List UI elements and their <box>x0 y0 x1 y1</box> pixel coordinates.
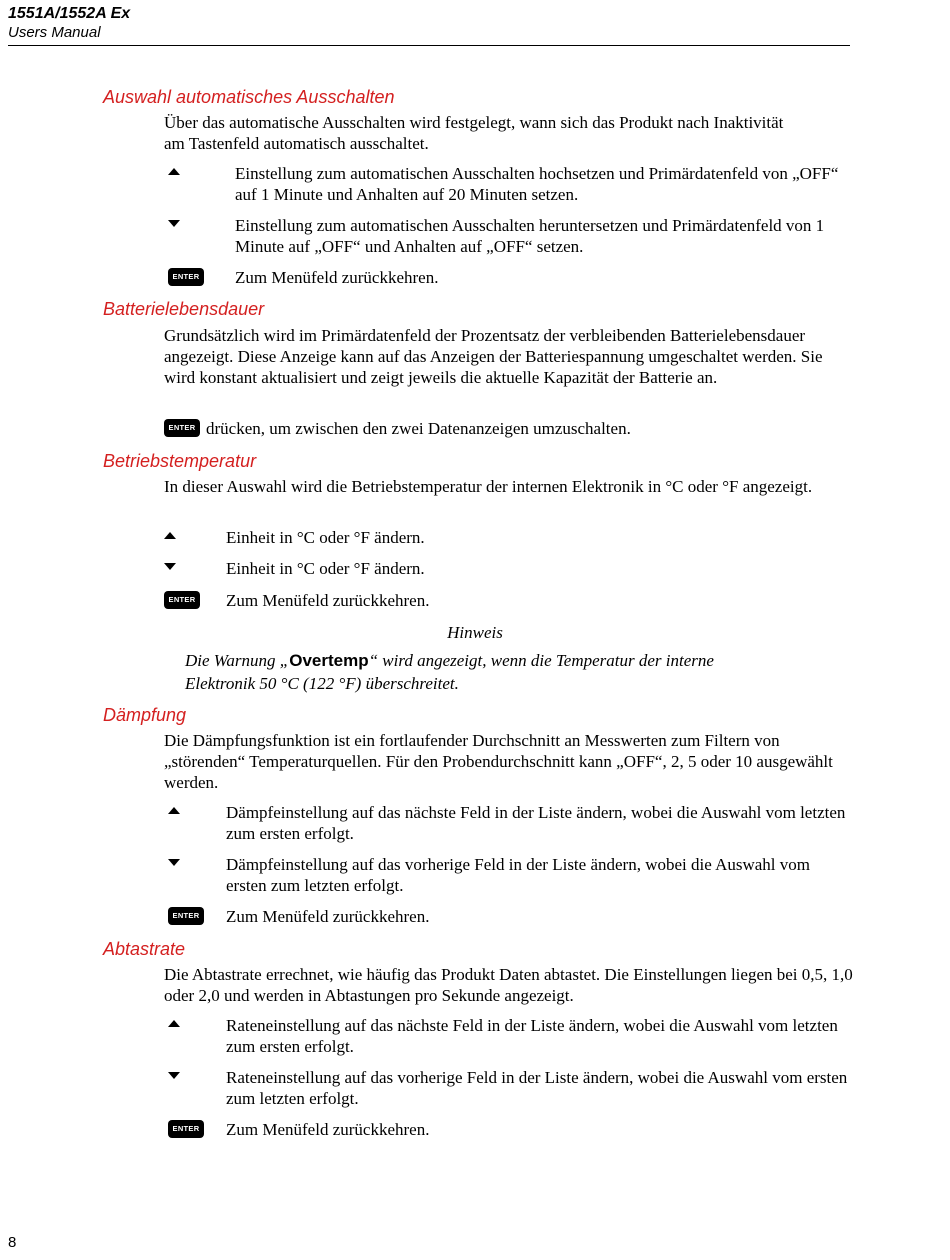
up-arrow-icon <box>168 1020 180 1027</box>
model-title: 1551A/1552A Ex <box>8 5 131 22</box>
note-title: Hinweis <box>447 623 503 642</box>
down-arrow-icon <box>168 1072 180 1079</box>
page-header <box>8 4 850 42</box>
up-arrow-icon <box>164 532 176 539</box>
manual-title: Users Manual <box>8 24 101 41</box>
sample-down-desc: Rateneinstellung auf das vorherige Feld in der Liste ändern, wobei die Auswahl vom ersten zum letzten erfolgt. <box>226 1068 848 1108</box>
battery-intro: Grundsätzlich wird im Primärdatenfeld der Prozentsatz der verbleibenden Batterielebensdauer angezeigt. Diese Anzeige kann auf das Anzeigen der Batteriespannung umgeschaltet werden. Sie wird konstant aktualisiert und zeigt jeweils die aktuelle Kapazität der Batterie an. <box>164 326 823 387</box>
enter-key-icon: ENTER <box>168 268 204 286</box>
down-arrow-icon <box>164 563 176 570</box>
damping-up-desc: Dämpfeinstellung auf das nächste Feld in der Liste ändern, wobei die Auswahl vom letzten zum ersten erfolgt. <box>226 803 846 843</box>
auto-off-up-desc: Einstellung zum automatischen Ausschalten hochsetzen und Primärdatenfeld von „OFF“ auf 1 Minute und Anhalten auf 20 Minuten setzen. <box>235 164 839 204</box>
enter-key-icon: ENTER <box>168 1120 204 1138</box>
down-arrow-icon <box>168 220 180 227</box>
temp-up-desc: Einheit in °C oder °F ändern. <box>226 528 425 547</box>
auto-off-down-desc: Einstellung zum automatischen Ausschalten heruntersetzen und Primärdatenfeld von 1 Minute auf „OFF“ und Anhalten auf „OFF“ setzen. <box>235 216 825 256</box>
section-title-damping: Dämpfung <box>103 705 187 725</box>
enter-key-icon: ENTER <box>164 591 200 609</box>
header-rule <box>8 45 850 46</box>
damping-enter-desc: Zum Menüfeld zurückkehren. <box>226 907 430 926</box>
down-arrow-icon <box>168 859 180 866</box>
temp-enter-desc: Zum Menüfeld zurückkehren. <box>226 591 430 610</box>
sample-up-desc: Rateneinstellung auf das nächste Feld in der Liste ändern, wobei die Auswahl vom letzten zum ersten erfolgt. <box>226 1016 838 1056</box>
overtemp-label: Overtemp <box>289 651 369 670</box>
enter-key-icon: ENTER <box>168 907 204 925</box>
section-title-sample: Abtastrate <box>103 939 186 959</box>
section-title-temp: Betriebstemperatur <box>103 451 257 471</box>
up-arrow-icon <box>168 807 180 814</box>
damping-intro: Die Dämpfungsfunktion ist ein fortlaufender Durchschnitt an Messwerten zum Filtern von „störenden“ Temperaturquellen. Für den Probendurchschnitt kann „OFF“, 2, 5 oder 10 ausgewählt werden. <box>164 731 833 792</box>
section-title-battery: Batterielebensdauer <box>103 299 265 319</box>
enter-key-icon: ENTER <box>164 419 200 437</box>
page-number: 8 <box>8 1234 17 1251</box>
battery-enter-desc: drücken, um zwischen den zwei Datenanzeigen umzuschalten. <box>206 419 631 438</box>
section-title-auto-off: Auswahl automatisches Ausschalten <box>103 87 395 107</box>
auto-off-enter-desc: Zum Menüfeld zurückkehren. <box>235 268 439 287</box>
temp-down-desc: Einheit in °C oder °F ändern. <box>226 559 425 578</box>
temp-intro: In dieser Auswahl wird die Betriebstemperatur der internen Elektronik in °C oder °F angezeigt. <box>164 477 813 496</box>
note-text: Die Warnung „Overtemp“ wird angezeigt, wenn die Temperatur der interne Elektronik 50 °C (122 °F) überschreitet. <box>185 651 714 693</box>
up-arrow-icon <box>168 168 180 175</box>
damping-down-desc: Dämpfeinstellung auf das vorherige Feld in der Liste ändern, wobei die Auswahl vom ersten zum letzten erfolgt. <box>226 855 810 895</box>
sample-intro: Die Abtastrate errechnet, wie häufig das Produkt Daten abtastet. Die Einstellungen liegen bei 0,5, 1,0 oder 2,0 und werden in Abtastungen pro Sekunde angezeigt. <box>164 965 853 1005</box>
auto-off-intro: Über das automatische Ausschalten wird festgelegt, wann sich das Produkt nach Inaktivität am Tastenfeld automatisch ausschaltet. <box>164 113 784 153</box>
sample-enter-desc: Zum Menüfeld zurückkehren. <box>226 1120 430 1139</box>
